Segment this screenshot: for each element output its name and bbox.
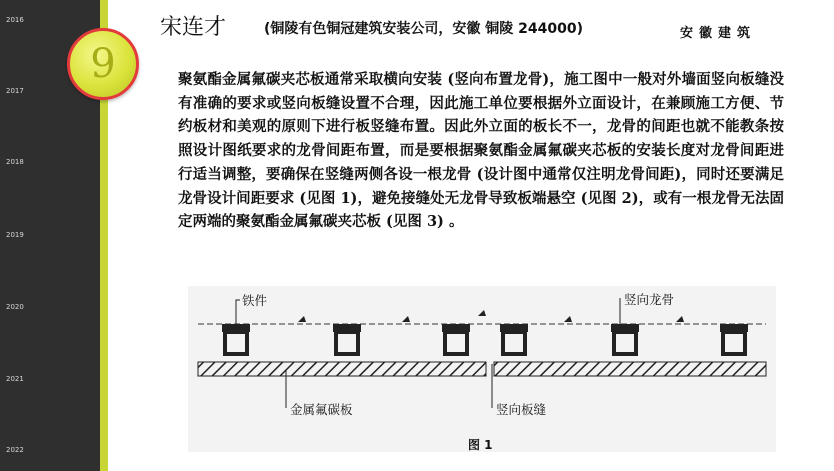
article-body: 聚氨酯金属氟碳夹芯板通常采取横向安装 (竖向布置龙骨)，施工图中一般对外墙面竖向板缝没有准确的要求或竖向板缝设置不合理，因此施工单位要根据外立面设计，在兼顾施工方便、节约板材和美观的原则下进行板竖缝布置。因此外立面的板长不一，龙骨的间距也就不能教条按照设计图纸要求的龙骨间距布置，而是要根据聚氨酯金属氟碳夹芯板的安装长度对龙骨间距进行适当调整，要确保在竖缝两侧各设一根龙骨 (设计图中通常仅注明龙骨间距)，同时还要满足龙骨设计间距要求 (见图 1)，避免接缝处无龙骨导致板端悬空 (见图 2)，或有一根龙骨无法固定两端的聚氨酯金属氟碳夹芯板 (见图 3) 。 xyxy=(178,71,784,231)
article-header xyxy=(160,8,800,42)
author-name: 宋连才 xyxy=(160,15,227,40)
marker-triangle xyxy=(564,316,572,322)
page-number-badge xyxy=(67,28,139,100)
keel xyxy=(500,324,528,354)
keel xyxy=(222,324,250,354)
figure-1 xyxy=(188,286,776,452)
year-2017[interactable]: 2017 xyxy=(6,87,24,95)
author-affiliation: (铜陵有色铜冠建筑安装公司，安徽 铜陵 244000) xyxy=(264,21,583,37)
year-2022[interactable]: 2022 xyxy=(6,446,24,454)
journal-name: 安徽建筑 xyxy=(680,26,757,41)
page-number: 9 xyxy=(90,41,116,87)
label-iron-piece: 铁件 xyxy=(242,293,268,308)
marker-triangle xyxy=(402,316,410,322)
year-2020[interactable]: 2020 xyxy=(6,303,24,311)
marker-triangle xyxy=(676,316,684,322)
label-vertical-keel: 竖向龙骨 xyxy=(624,292,675,307)
label-vertical-seam: 竖向板缝 xyxy=(496,402,547,417)
marker-triangle xyxy=(298,316,306,322)
keel xyxy=(720,324,748,354)
figure-caption: 图 1 xyxy=(468,438,493,452)
keel xyxy=(333,324,361,354)
marker-triangle xyxy=(478,310,486,316)
keel xyxy=(611,324,639,354)
figure-diagram xyxy=(188,286,776,452)
metal-panel-right xyxy=(494,362,766,376)
leader-iron-piece xyxy=(236,300,240,324)
keel xyxy=(442,324,470,354)
year-2019[interactable]: 2019 xyxy=(6,231,24,239)
label-metal-panel: 金属氟碳板 xyxy=(290,402,353,417)
year-2016[interactable]: 2016 xyxy=(6,16,24,24)
metal-panel-left xyxy=(198,362,486,376)
year-2021[interactable]: 2021 xyxy=(6,375,24,383)
year-2018[interactable]: 2018 xyxy=(6,158,24,166)
